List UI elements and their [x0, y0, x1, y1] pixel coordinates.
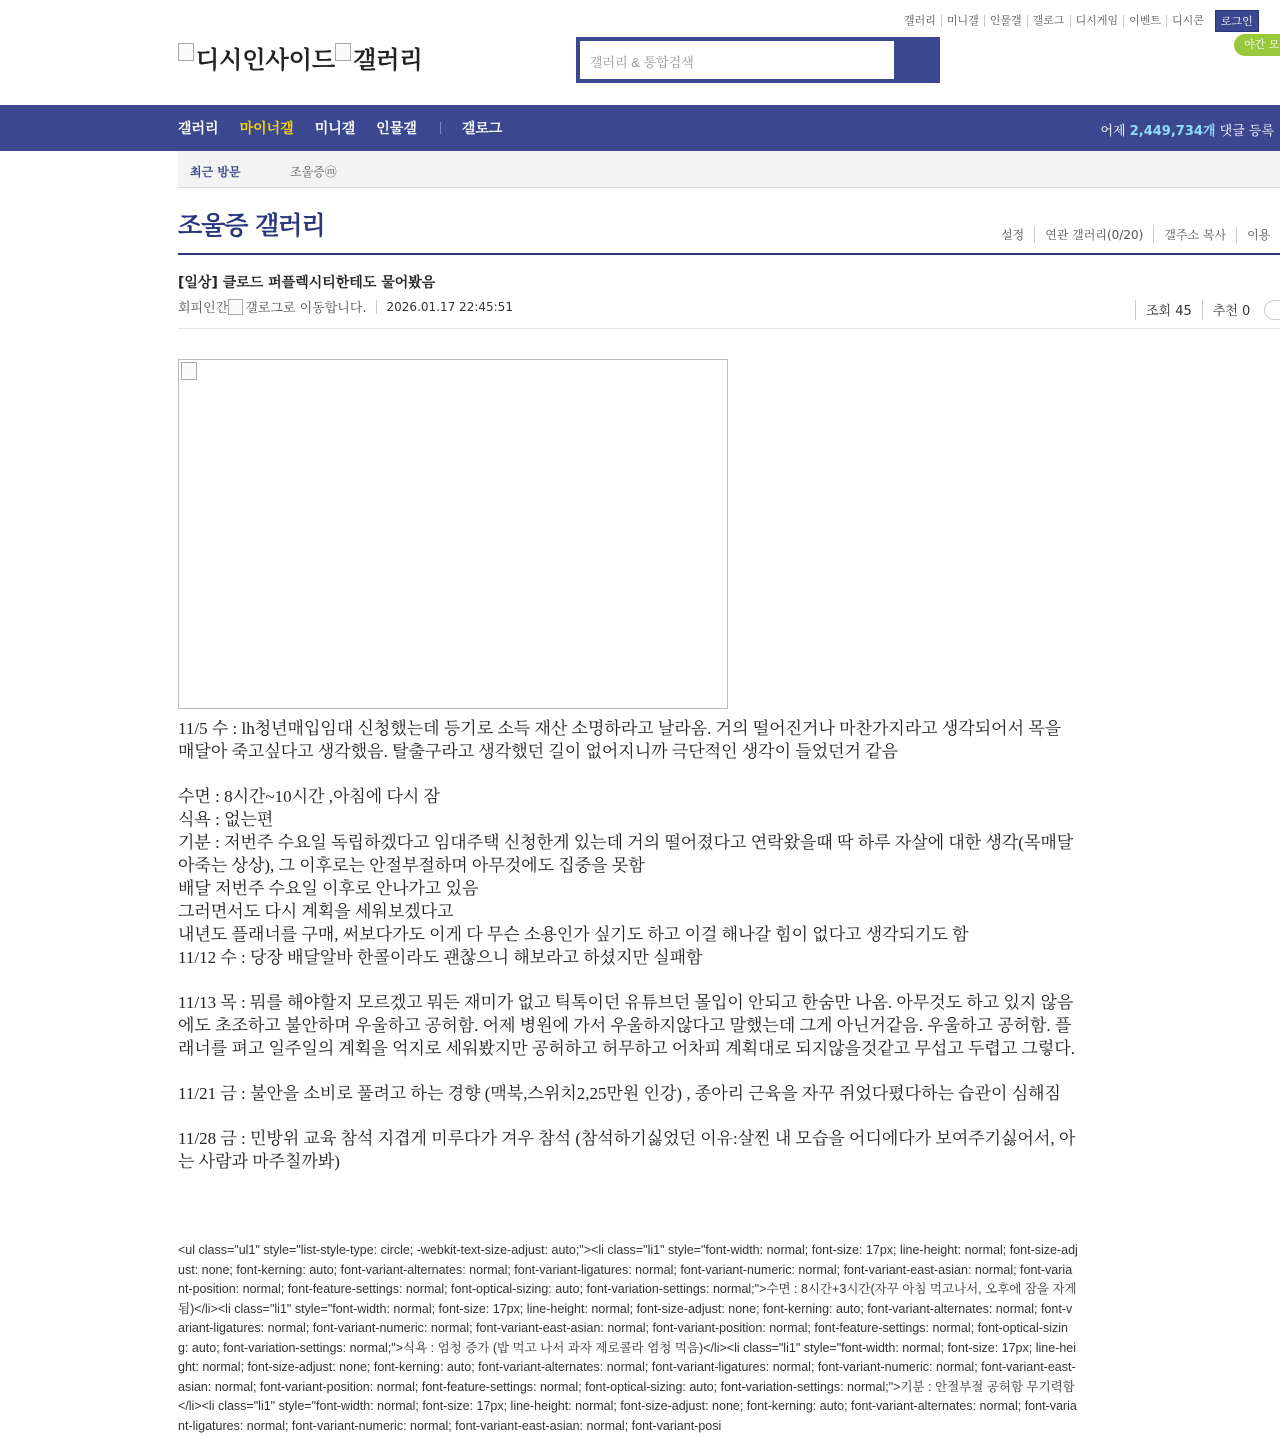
main-nav — [0, 105, 1280, 151]
post-paragraph-line: 배달 저번주 수요일 이후로 안나가고 있음 — [178, 879, 479, 898]
post-paragraph-line: 내년도 플래너를 구매, 써보다가도 이게 다 무슨 소용인가 싶기도 하고 이걸 해나갈 힘이 없다고 생각되기도 함 — [178, 925, 969, 944]
util-link-event[interactable]: 이벤트 — [1123, 15, 1166, 27]
night-mode-toggle[interactable]: 야간 모 — [1234, 34, 1280, 56]
util-link-gallog[interactable]: 갤로그 — [1027, 15, 1070, 27]
related-gallery-link[interactable]: 연관 갤러리(0/20) — [1034, 226, 1153, 243]
top-util-links — [904, 10, 1259, 32]
gallery-title[interactable]: 조울증 갤러리 — [178, 211, 325, 240]
nav-mini-gallery[interactable]: 미니갤 — [314, 121, 356, 137]
post-header-divider — [178, 328, 1280, 329]
gallog-link-alt[interactable]: 갤로그로 이동합니다. — [245, 301, 367, 316]
broken-image-icon — [335, 43, 351, 61]
post-paragraph-line: 그러면서도 다시 계획을 세워보겠다고 — [178, 902, 454, 921]
post-raw-html: <ul class="ul1" style="list-style-type: circle; -webkit-text-size-adjust: auto;"><li class="li1" style="font-width: normal; font-size: 17px; line-height: normal; font-size-adjust: none; font-kerning: auto; font-variant-alternates: normal; font-variant-ligatures: normal; font-variant-numeric: normal; font-variant-east-asian: normal; font-variant-position: normal; font-feature-settings: normal; font-optical-sizing: auto; font-variation-settings: normal;">수면 : 8시간+3시간(자꾸 아침 먹고나서, 오후에 잠을 자게 됨)</li><li class="li1" style="font-width: normal; font-size: 17px; line-height: normal; font-size-adjust: none; font-kerning: auto; font-variant-alternates: normal; font-variant-ligatures: normal; font-variant-numeric: normal; font-variant-east-asian: normal; font-variant-position: normal; font-feature-settings: normal; font-optical-sizing: auto; font-variation-settings: normal;">식욕 : 엄청 증가 (밥 먹고 나서 과자 제로콜라 엄청 먹음)</li><li class="li1" style="font-width: normal; font-size: 17px; line-height: normal; font-size-adjust: none; font-kerning: auto; font-variant-alternates: normal; font-variant-ligatures: normal; font-variant-numeric: normal; font-variant-east-asian: normal; font-variant-position: normal; font-feature-settings: normal; font-optical-sizing: auto; font-variation-settings: normal;">기분 : 안절부절 공허함 무기력함</li><li class="li1" style="font-width: normal; font-size: 17px; line-height: normal; font-size-adjust: none; font-kerning: auto; font-variant-alternates: normal; font-variant-ligatures: normal; font-variant-numeric: normal; font-variant-east-asian: normal; font-variant-posi — [178, 1243, 1078, 1433]
post-image[interactable] — [178, 359, 728, 709]
util-link-minigall[interactable]: 미니갤 — [941, 15, 984, 27]
util-link-gallery[interactable]: 갤러리 — [904, 14, 936, 27]
util-link-person[interactable]: 인물갤 — [984, 15, 1027, 27]
post-paragraph-line: 기분 : 저번주 수요일 독립하겠다고 임대주택 신청한게 있는데 거의 떨어졌다고 연락왔을때 딱 하루 자살에 대한 생각(목매달아죽는 상상), 그 이후로는 안절부절하며 아무것에도 집중을 못함 — [178, 833, 1074, 875]
broken-image-icon — [178, 43, 194, 61]
recent-visit-item[interactable]: 조울증ⓜ — [290, 165, 337, 179]
recent-visit-label: 최근 방문 — [190, 165, 241, 179]
paragraph-gap — [178, 969, 1076, 991]
post-meta — [178, 297, 513, 316]
post-paragraph-line: 11/12 수 : 당장 배달알바 한콜이라도 괜찮으니 해보라고 하셨지만 실패함 — [178, 948, 703, 967]
util-link-dccon[interactable]: 디시콘 — [1166, 15, 1209, 27]
post-date: 2026.01.17 22:45:51 — [376, 300, 513, 314]
post-author[interactable]: 회피인간 — [178, 301, 229, 316]
post-body — [178, 717, 1076, 1173]
site-logo[interactable] — [178, 40, 423, 75]
broken-image-icon — [181, 362, 197, 380]
logo-text-gallery: 갤러리 — [353, 46, 423, 74]
comment-count: 2,449,734개 — [1129, 124, 1216, 139]
post-stats — [1135, 300, 1280, 320]
paragraph-gap — [178, 1105, 1076, 1127]
post-paragraph-line: 11/5 수 : lh청년매입임대 신청했는데 등기로 소득 재산 소명하라고 날라옴. 거의 떨어진거나 마찬가지라고 생각되어서 목을 매달아 죽고싶다고 생각했음. 탈출구라고 생각했던 길이 없어지니까 극단적인 생각이 들었던거 같음 — [178, 719, 1062, 761]
recent-visit-bar — [178, 151, 1280, 188]
gallery-settings-link[interactable]: 설정 — [1001, 228, 1025, 242]
gallog-image-icon[interactable] — [228, 299, 243, 315]
paragraph-gap — [178, 1060, 1076, 1082]
post-paragraph-line: 식욕 : 없는편 — [178, 810, 274, 829]
gallery-options — [1001, 226, 1280, 243]
usage-link[interactable]: 이용 — [1236, 226, 1280, 243]
more-icon[interactable] — [1264, 300, 1280, 320]
post-paragraph-line: 수면 : 8시간~10시간 ,아침에 다시 잠 — [178, 787, 440, 806]
title-divider — [178, 253, 1280, 255]
post-paragraph-line: 11/21 금 : 불안을 소비로 풀려고 하는 경향 (맥북,스위치2,25만원 인강) , 종아리 근육을 자꾸 쥐었다폈다하는 습관이 심해짐 — [178, 1084, 1061, 1103]
post-paragraph-line: 11/13 목 : 뭐를 해야할지 모르겠고 뭐든 재미가 없고 틱톡이던 유튜브던 몰입이 안되고 한숨만 나옴. 아무것도 하고 있지 않음에도 초조하고 불안하며 우울하고 공허함. 어제 병원에 가서 우울하지않다고 말했는데 그게 아닌거같음. 우울하고 공허함. 플래너를 펴고 일주일의 계획을 억지로 세워봤지만 공허하고 허무하고 어차피 계획대로 되지않을것같고 무섭고 두렵고 그렇다. — [178, 993, 1076, 1058]
nav-gallog[interactable]: 갤로그 — [461, 121, 503, 137]
search-icon — [898, 37, 940, 83]
logo-text-dcinside: 디시인사이드 — [196, 46, 336, 74]
post-title: [일상] 클로드 퍼플렉시티한테도 물어봤음 — [178, 275, 436, 291]
comment-stats: 어제 2,449,734개 댓글 등록 — [1100, 124, 1274, 139]
nav-minor-gallery[interactable]: 마이너갤 — [239, 121, 294, 137]
nav-gallery[interactable]: 갤러리 — [178, 121, 219, 137]
search-button[interactable] — [898, 37, 940, 83]
util-link-dcgame[interactable]: 디시게임 — [1070, 15, 1124, 27]
paragraph-gap — [178, 763, 1076, 785]
view-count: 조회 45 — [1135, 300, 1202, 320]
login-button[interactable]: 로그인 — [1215, 10, 1259, 32]
nav-divider — [440, 122, 441, 134]
copy-gallery-url-link[interactable]: 갤주소 복사 — [1153, 226, 1236, 243]
post-paragraph-line: 11/28 금 : 민방위 교육 참석 지겹게 미루다가 겨우 참석 (참석하기싫었던 이유:살찐 내 모습을 어디에다가 보여주기싫어서, 아는 사람과 마주칠까봐) — [178, 1129, 1076, 1171]
recommend-count: 추천 0 — [1202, 300, 1261, 320]
search-box — [576, 37, 940, 83]
search-input[interactable]: 갤러리 & 통합검색 — [580, 41, 894, 79]
nav-person-gallery[interactable]: 인물갤 — [376, 121, 417, 137]
